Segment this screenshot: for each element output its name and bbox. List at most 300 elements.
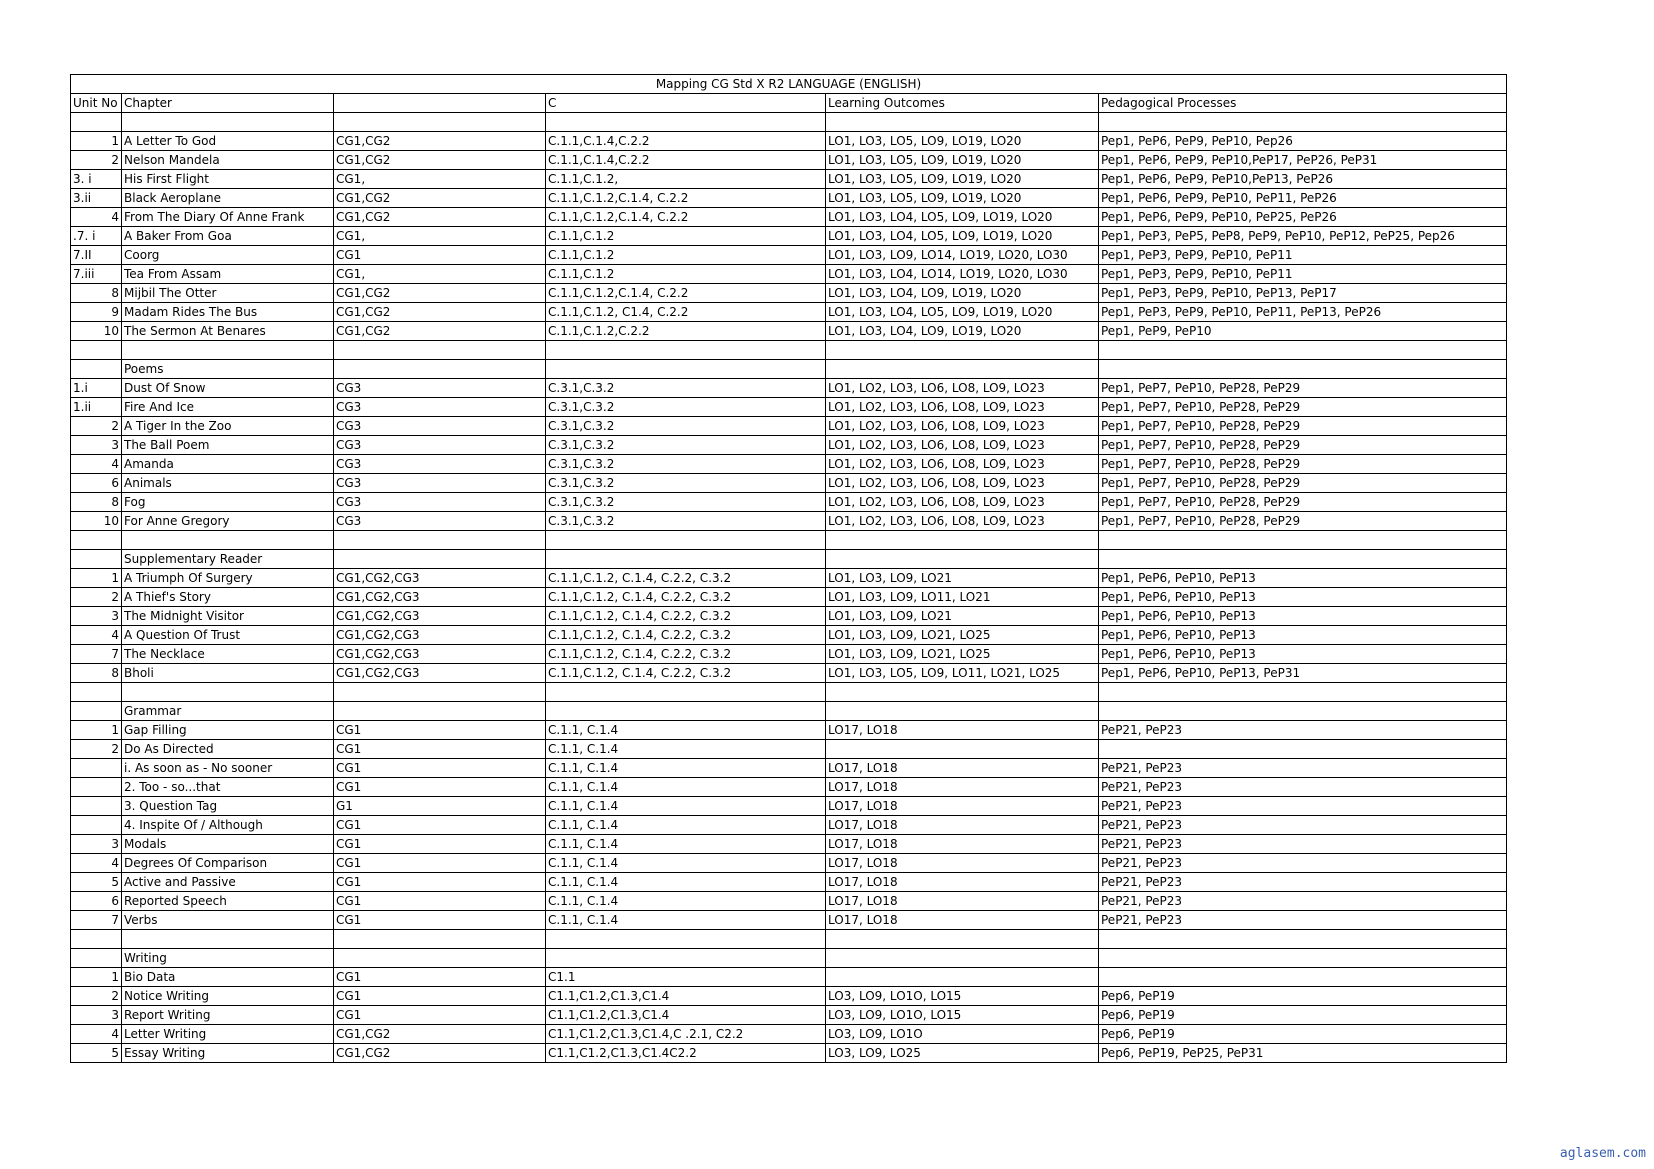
- cell-pedagogical-processes: Pep1, PeP9, PeP10: [1099, 322, 1507, 341]
- cell-competency: C.3.1,C.3.2: [546, 379, 826, 398]
- cell-learning-outcomes: LO1, LO2, LO3, LO6, LO8, LO9, LO23: [826, 379, 1099, 398]
- cell-competency: C.1.1, C.1.4: [546, 892, 826, 911]
- cell-chapter: Mijbil The Otter: [122, 284, 334, 303]
- cell-unit-no: 2: [71, 740, 122, 759]
- cell-pedagogical-processes: Pep1, PeP7, PeP10, PeP28, PeP29: [1099, 417, 1507, 436]
- cell-unit-no: 2: [71, 417, 122, 436]
- cell-learning-outcomes: LO17, LO18: [826, 778, 1099, 797]
- cell-chapter: Writing: [122, 949, 334, 968]
- table-row: [71, 873, 1507, 892]
- cell-unit-no: 7.II: [71, 246, 122, 265]
- cell-pedagogical-processes: Pep6, PeP19, PeP25, PeP31: [1099, 1044, 1507, 1063]
- table-row: [71, 379, 1507, 398]
- cell-pedagogical-processes: PeP21, PeP23: [1099, 816, 1507, 835]
- cell-learning-outcomes: LO17, LO18: [826, 911, 1099, 930]
- cell-competency: C1.1,C1.2,C1.3,C1.4,C .2.1, C2.2: [546, 1025, 826, 1044]
- cell-competency: C.3.1,C.3.2: [546, 455, 826, 474]
- cell-competency-goal: CG1,CG2: [334, 322, 546, 341]
- cell-competency-goal: [334, 949, 546, 968]
- table-row: [71, 816, 1507, 835]
- cell-chapter: Dust Of Snow: [122, 379, 334, 398]
- cell-pedagogical-processes: Pep1, PeP3, PeP9, PeP10, PeP13, PeP17: [1099, 284, 1507, 303]
- cell-unit-no: 3.ii: [71, 189, 122, 208]
- header-learning-outcomes: Learning Outcomes: [826, 94, 1099, 113]
- cell-unit-no: .7. i: [71, 227, 122, 246]
- header-chapter: Chapter: [122, 94, 334, 113]
- cell-learning-outcomes: LO1, LO3, LO4, LO14, LO19, LO20, LO30: [826, 265, 1099, 284]
- cell-learning-outcomes: [826, 702, 1099, 721]
- cell-competency: C.1.1,C.1.2, C.1.4, C.2.2, C.3.2: [546, 664, 826, 683]
- cell-competency: C.1.1, C.1.4: [546, 778, 826, 797]
- cell-competency: C.1.1, C.1.4: [546, 721, 826, 740]
- cell-learning-outcomes: LO1, LO2, LO3, LO6, LO8, LO9, LO23: [826, 493, 1099, 512]
- cell-chapter: A Letter To God: [122, 132, 334, 151]
- table-row: [71, 227, 1507, 246]
- cell-pedagogical-processes: [1099, 341, 1507, 360]
- cell-competency: C.1.1,C.1.2: [546, 246, 826, 265]
- cell-learning-outcomes: LO17, LO18: [826, 797, 1099, 816]
- cell-competency: [546, 531, 826, 550]
- cell-learning-outcomes: [826, 360, 1099, 379]
- cell-learning-outcomes: LO17, LO18: [826, 892, 1099, 911]
- cell-unit-no: 7.iii: [71, 265, 122, 284]
- cell-competency-goal: [334, 683, 546, 702]
- cell-unit-no: [71, 341, 122, 360]
- cell-unit-no: [71, 702, 122, 721]
- cell-chapter: Active and Passive: [122, 873, 334, 892]
- cell-pedagogical-processes: Pep6, PeP19: [1099, 1025, 1507, 1044]
- cell-chapter: From The Diary Of Anne Frank: [122, 208, 334, 227]
- cell-competency-goal: CG1: [334, 246, 546, 265]
- cell-chapter: Gap Filling: [122, 721, 334, 740]
- cell-competency-goal: CG1,CG2,CG3: [334, 588, 546, 607]
- cell-unit-no: 7: [71, 645, 122, 664]
- cell-competency-goal: CG1,CG2: [334, 189, 546, 208]
- table-row: [71, 930, 1507, 949]
- cell-unit-no: [71, 531, 122, 550]
- cell-competency: C.1.1,C.1.2,: [546, 170, 826, 189]
- cell-learning-outcomes: LO3, LO9, LO1O: [826, 1025, 1099, 1044]
- cell-unit-no: 4: [71, 208, 122, 227]
- cell-chapter: A Triumph Of Surgery: [122, 569, 334, 588]
- cell-competency: C.1.1,C.1.2, C.1.4, C.2.2, C.3.2: [546, 569, 826, 588]
- cell-unit-no: [71, 683, 122, 702]
- cell-unit-no: 10: [71, 512, 122, 531]
- cell-chapter: Fire And Ice: [122, 398, 334, 417]
- cell-learning-outcomes: LO17, LO18: [826, 835, 1099, 854]
- cell-competency: C.1.1,C.1.2,C.1.4, C.2.2: [546, 208, 826, 227]
- cell-competency-goal: CG1: [334, 740, 546, 759]
- cell-competency-goal: CG1: [334, 911, 546, 930]
- cell-pedagogical-processes: Pep1, PeP7, PeP10, PeP28, PeP29: [1099, 436, 1507, 455]
- cell-pedagogical-processes: Pep1, PeP6, PeP10, PeP13, PeP31: [1099, 664, 1507, 683]
- cell-competency-goal: CG1: [334, 816, 546, 835]
- cell-unit-no: 2: [71, 588, 122, 607]
- table-row: [71, 664, 1507, 683]
- cell-unit-no: 6: [71, 892, 122, 911]
- cell-pedagogical-processes: Pep1, PeP6, PeP9, PeP10, Pep26: [1099, 132, 1507, 151]
- cell-competency-goal: CG1: [334, 987, 546, 1006]
- cell-pedagogical-processes: Pep1, PeP6, PeP9, PeP10, PeP11, PeP26: [1099, 189, 1507, 208]
- cell-unit-no: 8: [71, 493, 122, 512]
- cell-learning-outcomes: [826, 740, 1099, 759]
- cell-competency-goal: CG3: [334, 379, 546, 398]
- cell-pedagogical-processes: Pep1, PeP3, PeP9, PeP10, PeP11: [1099, 265, 1507, 284]
- cell-unit-no: 7: [71, 911, 122, 930]
- cell-learning-outcomes: [826, 683, 1099, 702]
- watermark: aglasem.com: [1559, 1146, 1646, 1161]
- cell-unit-no: 4: [71, 1025, 122, 1044]
- header-row: [71, 94, 1507, 113]
- cell-competency: C1.1,C1.2,C1.3,C1.4C2.2: [546, 1044, 826, 1063]
- cell-competency: C.1.1, C.1.4: [546, 873, 826, 892]
- cell-learning-outcomes: LO17, LO18: [826, 854, 1099, 873]
- cell-competency: C.1.1, C.1.4: [546, 797, 826, 816]
- cell-pedagogical-processes: Pep1, PeP6, PeP10, PeP13: [1099, 607, 1507, 626]
- cell-unit-no: 1: [71, 132, 122, 151]
- cell-competency: C.1.1, C.1.4: [546, 854, 826, 873]
- table-row: [71, 512, 1507, 531]
- cell-unit-no: [71, 759, 122, 778]
- cell-competency: C.3.1,C.3.2: [546, 417, 826, 436]
- cell-competency-goal: CG1: [334, 892, 546, 911]
- cell-chapter: Degrees Of Comparison: [122, 854, 334, 873]
- cell-pedagogical-processes: [1099, 550, 1507, 569]
- cell-chapter: The Necklace: [122, 645, 334, 664]
- cell-unit-no: 3: [71, 436, 122, 455]
- cell-unit-no: [71, 797, 122, 816]
- cell-learning-outcomes: LO1, LO3, LO5, LO9, LO19, LO20: [826, 189, 1099, 208]
- table-row: [71, 854, 1507, 873]
- table-row: [71, 398, 1507, 417]
- cell-chapter: Amanda: [122, 455, 334, 474]
- cell-learning-outcomes: LO1, LO3, LO5, LO9, LO19, LO20: [826, 170, 1099, 189]
- cell-pedagogical-processes: PeP21, PeP23: [1099, 892, 1507, 911]
- cell-competency: C.1.1,C.1.2: [546, 265, 826, 284]
- cell-competency-goal: CG1: [334, 873, 546, 892]
- title-row: [71, 75, 1507, 94]
- cell-competency-goal: CG1: [334, 778, 546, 797]
- cell-competency: C.1.1, C.1.4: [546, 740, 826, 759]
- cell-pedagogical-processes: [1099, 930, 1507, 949]
- cell-competency: [546, 683, 826, 702]
- cell-chapter: Do As Directed: [122, 740, 334, 759]
- table-row: [71, 322, 1507, 341]
- cell-pedagogical-processes: Pep1, PeP6, PeP10, PeP13: [1099, 569, 1507, 588]
- cell-competency: C.1.1,C.1.2, C1.4, C.2.2: [546, 303, 826, 322]
- cell-competency: C.3.1,C.3.2: [546, 474, 826, 493]
- cell-competency-goal: CG3: [334, 417, 546, 436]
- cell-pedagogical-processes: [1099, 949, 1507, 968]
- cell-unit-no: [71, 113, 122, 132]
- cell-competency-goal: CG1: [334, 759, 546, 778]
- cell-chapter: Fog: [122, 493, 334, 512]
- cell-chapter: Supplementary Reader: [122, 550, 334, 569]
- table-row: [71, 436, 1507, 455]
- table-row: [71, 170, 1507, 189]
- cell-chapter: A Tiger In the Zoo: [122, 417, 334, 436]
- cell-pedagogical-processes: PeP21, PeP23: [1099, 873, 1507, 892]
- cell-competency-goal: CG1: [334, 1006, 546, 1025]
- cell-competency: C.1.1,C.1.4,C.2.2: [546, 151, 826, 170]
- cell-pedagogical-processes: [1099, 740, 1507, 759]
- cell-chapter: Notice Writing: [122, 987, 334, 1006]
- cell-competency-goal: G1: [334, 797, 546, 816]
- cell-competency-goal: CG1: [334, 835, 546, 854]
- cell-chapter: Bio Data: [122, 968, 334, 987]
- cell-chapter: [122, 683, 334, 702]
- cell-pedagogical-processes: PeP21, PeP23: [1099, 778, 1507, 797]
- table-row: [71, 284, 1507, 303]
- table-row: [71, 911, 1507, 930]
- cell-unit-no: 3: [71, 835, 122, 854]
- cell-chapter: [122, 341, 334, 360]
- cell-learning-outcomes: LO1, LO3, LO9, LO21: [826, 607, 1099, 626]
- cell-chapter: Essay Writing: [122, 1044, 334, 1063]
- cell-pedagogical-processes: Pep1, PeP3, PeP9, PeP10, PeP11: [1099, 246, 1507, 265]
- table-row: [71, 1006, 1507, 1025]
- table-row: [71, 303, 1507, 322]
- table-row: [71, 835, 1507, 854]
- cell-unit-no: 8: [71, 664, 122, 683]
- cell-competency: C.3.1,C.3.2: [546, 512, 826, 531]
- cell-unit-no: [71, 360, 122, 379]
- table-row: [71, 892, 1507, 911]
- cell-learning-outcomes: [826, 930, 1099, 949]
- cell-unit-no: 2: [71, 987, 122, 1006]
- cell-competency-goal: CG1,CG2: [334, 1025, 546, 1044]
- header-pedagogical-processes: Pedagogical Processes: [1099, 94, 1507, 113]
- cell-learning-outcomes: LO1, LO3, LO9, LO21, LO25: [826, 645, 1099, 664]
- cell-pedagogical-processes: [1099, 968, 1507, 987]
- cell-competency-goal: CG1,CG2: [334, 208, 546, 227]
- cell-competency-goal: CG1,CG2: [334, 1044, 546, 1063]
- cell-learning-outcomes: LO3, LO9, LO1O, LO15: [826, 987, 1099, 1006]
- cell-competency-goal: CG3: [334, 455, 546, 474]
- cell-competency-goal: CG1: [334, 854, 546, 873]
- table-row: [71, 341, 1507, 360]
- cell-competency-goal: [334, 531, 546, 550]
- cell-pedagogical-processes: [1099, 702, 1507, 721]
- cell-unit-no: [71, 778, 122, 797]
- cell-pedagogical-processes: Pep1, PeP7, PeP10, PeP28, PeP29: [1099, 493, 1507, 512]
- cell-unit-no: 1: [71, 968, 122, 987]
- cell-unit-no: 3. i: [71, 170, 122, 189]
- cell-unit-no: [71, 949, 122, 968]
- cell-competency: [546, 702, 826, 721]
- cell-chapter: Poems: [122, 360, 334, 379]
- cell-pedagogical-processes: [1099, 113, 1507, 132]
- cell-unit-no: 4: [71, 626, 122, 645]
- cell-unit-no: 8: [71, 284, 122, 303]
- cell-chapter: The Midnight Visitor: [122, 607, 334, 626]
- cell-chapter: A Question Of Trust: [122, 626, 334, 645]
- table-row: [71, 360, 1507, 379]
- cell-competency-goal: [334, 113, 546, 132]
- cell-chapter: Grammar: [122, 702, 334, 721]
- cell-competency-goal: CG1,CG2,CG3: [334, 569, 546, 588]
- mapping-table: [70, 74, 1507, 1063]
- cell-chapter: i. As soon as - No sooner: [122, 759, 334, 778]
- cell-learning-outcomes: [826, 113, 1099, 132]
- cell-competency: C.1.1, C.1.4: [546, 759, 826, 778]
- cell-competency: C.1.1,C.1.4,C.2.2: [546, 132, 826, 151]
- table-row: [71, 702, 1507, 721]
- table-row: [71, 721, 1507, 740]
- cell-competency: C.1.1,C.1.2: [546, 227, 826, 246]
- cell-pedagogical-processes: [1099, 683, 1507, 702]
- table-row: [71, 417, 1507, 436]
- cell-pedagogical-processes: Pep1, PeP6, PeP9, PeP10,PeP13, PeP26: [1099, 170, 1507, 189]
- cell-chapter: [122, 531, 334, 550]
- cell-chapter: Reported Speech: [122, 892, 334, 911]
- cell-competency-goal: [334, 702, 546, 721]
- cell-chapter: Modals: [122, 835, 334, 854]
- cell-competency: C.1.1,C.1.2, C.1.4, C.2.2, C.3.2: [546, 588, 826, 607]
- table-row: [71, 968, 1507, 987]
- cell-competency-goal: CG1,CG2,CG3: [334, 664, 546, 683]
- table-row: [71, 265, 1507, 284]
- cell-learning-outcomes: LO1, LO3, LO4, LO5, LO9, LO19, LO20: [826, 303, 1099, 322]
- cell-competency: C.3.1,C.3.2: [546, 436, 826, 455]
- cell-learning-outcomes: [826, 949, 1099, 968]
- cell-pedagogical-processes: PeP21, PeP23: [1099, 854, 1507, 873]
- cell-competency: [546, 113, 826, 132]
- cell-chapter: For Anne Gregory: [122, 512, 334, 531]
- cell-unit-no: [71, 816, 122, 835]
- cell-chapter: [122, 930, 334, 949]
- table-row: [71, 189, 1507, 208]
- cell-pedagogical-processes: Pep1, PeP6, PeP10, PeP13: [1099, 645, 1507, 664]
- cell-chapter: Animals: [122, 474, 334, 493]
- cell-competency: C.1.1, C.1.4: [546, 911, 826, 930]
- cell-unit-no: 1.i: [71, 379, 122, 398]
- cell-competency-goal: CG3: [334, 398, 546, 417]
- cell-competency-goal: CG1: [334, 968, 546, 987]
- table-row: [71, 949, 1507, 968]
- cell-learning-outcomes: [826, 550, 1099, 569]
- cell-chapter: [122, 113, 334, 132]
- cell-pedagogical-processes: PeP21, PeP23: [1099, 835, 1507, 854]
- cell-competency-goal: CG3: [334, 436, 546, 455]
- cell-competency-goal: CG1,CG2,CG3: [334, 626, 546, 645]
- cell-learning-outcomes: LO1, LO3, LO9, LO11, LO21: [826, 588, 1099, 607]
- cell-unit-no: 10: [71, 322, 122, 341]
- cell-pedagogical-processes: [1099, 531, 1507, 550]
- cell-learning-outcomes: LO3, LO9, LO1O, LO15: [826, 1006, 1099, 1025]
- cell-learning-outcomes: LO1, LO3, LO5, LO9, LO11, LO21, LO25: [826, 664, 1099, 683]
- cell-pedagogical-processes: Pep1, PeP3, PeP5, PeP8, PeP9, PeP10, PeP12, PeP25, Pep26: [1099, 227, 1507, 246]
- cell-competency: C.3.1,C.3.2: [546, 398, 826, 417]
- cell-competency-goal: CG1,CG2,CG3: [334, 607, 546, 626]
- cell-learning-outcomes: LO1, LO3, LO9, LO14, LO19, LO20, LO30: [826, 246, 1099, 265]
- cell-competency: C1.1: [546, 968, 826, 987]
- table-row: [71, 626, 1507, 645]
- cell-unit-no: 1: [71, 569, 122, 588]
- cell-pedagogical-processes: [1099, 360, 1507, 379]
- table-row: [71, 208, 1507, 227]
- cell-competency: C1.1,C1.2,C1.3,C1.4: [546, 987, 826, 1006]
- cell-pedagogical-processes: Pep1, PeP6, PeP10, PeP13: [1099, 588, 1507, 607]
- cell-unit-no: 9: [71, 303, 122, 322]
- cell-unit-no: [71, 550, 122, 569]
- cell-chapter: Madam Rides The Bus: [122, 303, 334, 322]
- cell-competency: C1.1,C1.2,C1.3,C1.4: [546, 1006, 826, 1025]
- cell-competency: [546, 949, 826, 968]
- cell-pedagogical-processes: Pep6, PeP19: [1099, 987, 1507, 1006]
- table-row: [71, 569, 1507, 588]
- cell-competency-goal: [334, 341, 546, 360]
- table-row: [71, 151, 1507, 170]
- table-row: [71, 550, 1507, 569]
- cell-chapter: The Sermon At Benares: [122, 322, 334, 341]
- header-competency: C: [546, 94, 826, 113]
- table-row: [71, 474, 1507, 493]
- table-row: [71, 113, 1507, 132]
- table-row: [71, 987, 1507, 1006]
- cell-pedagogical-processes: PeP21, PeP23: [1099, 911, 1507, 930]
- table-title: Mapping CG Std X R2 LANGUAGE (ENGLISH): [71, 75, 1507, 94]
- cell-chapter: Black Aeroplane: [122, 189, 334, 208]
- cell-learning-outcomes: LO1, LO2, LO3, LO6, LO8, LO9, LO23: [826, 512, 1099, 531]
- table-row: [71, 759, 1507, 778]
- cell-pedagogical-processes: Pep1, PeP7, PeP10, PeP28, PeP29: [1099, 455, 1507, 474]
- cell-competency: C.1.1, C.1.4: [546, 835, 826, 854]
- cell-competency: [546, 550, 826, 569]
- cell-pedagogical-processes: Pep1, PeP6, PeP9, PeP10, PeP25, PeP26: [1099, 208, 1507, 227]
- cell-competency-goal: CG1,CG2: [334, 303, 546, 322]
- cell-chapter: Verbs: [122, 911, 334, 930]
- cell-pedagogical-processes: PeP21, PeP23: [1099, 759, 1507, 778]
- cell-learning-outcomes: LO3, LO9, LO25: [826, 1044, 1099, 1063]
- cell-competency-goal: CG1: [334, 721, 546, 740]
- cell-learning-outcomes: [826, 341, 1099, 360]
- cell-chapter: The Ball Poem: [122, 436, 334, 455]
- cell-unit-no: [71, 930, 122, 949]
- table-row: [71, 797, 1507, 816]
- table-row: [71, 645, 1507, 664]
- cell-competency: C.3.1,C.3.2: [546, 493, 826, 512]
- cell-competency-goal: CG3: [334, 493, 546, 512]
- table-row: [71, 531, 1507, 550]
- cell-unit-no: 1: [71, 721, 122, 740]
- cell-learning-outcomes: LO1, LO3, LO9, LO21: [826, 569, 1099, 588]
- cell-learning-outcomes: LO17, LO18: [826, 759, 1099, 778]
- cell-learning-outcomes: LO1, LO2, LO3, LO6, LO8, LO9, LO23: [826, 398, 1099, 417]
- cell-chapter: 2. Too - so...that: [122, 778, 334, 797]
- cell-competency-goal: CG1,: [334, 170, 546, 189]
- cell-learning-outcomes: LO1, LO3, LO4, LO5, LO9, LO19, LO20: [826, 208, 1099, 227]
- cell-chapter: Report Writing: [122, 1006, 334, 1025]
- cell-competency-goal: CG1,CG2,CG3: [334, 645, 546, 664]
- cell-pedagogical-processes: PeP21, PeP23: [1099, 721, 1507, 740]
- cell-learning-outcomes: LO17, LO18: [826, 873, 1099, 892]
- cell-chapter: A Thief's Story: [122, 588, 334, 607]
- cell-pedagogical-processes: Pep1, PeP3, PeP9, PeP10, PeP11, PeP13, PeP26: [1099, 303, 1507, 322]
- table-row: [71, 740, 1507, 759]
- cell-learning-outcomes: [826, 531, 1099, 550]
- cell-competency: C.1.1,C.1.2, C.1.4, C.2.2, C.3.2: [546, 645, 826, 664]
- header-unit-no: Unit No: [71, 94, 122, 113]
- table-row: [71, 1025, 1507, 1044]
- cell-competency: [546, 360, 826, 379]
- cell-learning-outcomes: LO1, LO2, LO3, LO6, LO8, LO9, LO23: [826, 474, 1099, 493]
- cell-pedagogical-processes: Pep1, PeP7, PeP10, PeP28, PeP29: [1099, 512, 1507, 531]
- cell-competency-goal: CG1,CG2: [334, 284, 546, 303]
- cell-unit-no: 3: [71, 607, 122, 626]
- cell-pedagogical-processes: Pep1, PeP7, PeP10, PeP28, PeP29: [1099, 474, 1507, 493]
- cell-competency-goal: CG1,CG2: [334, 151, 546, 170]
